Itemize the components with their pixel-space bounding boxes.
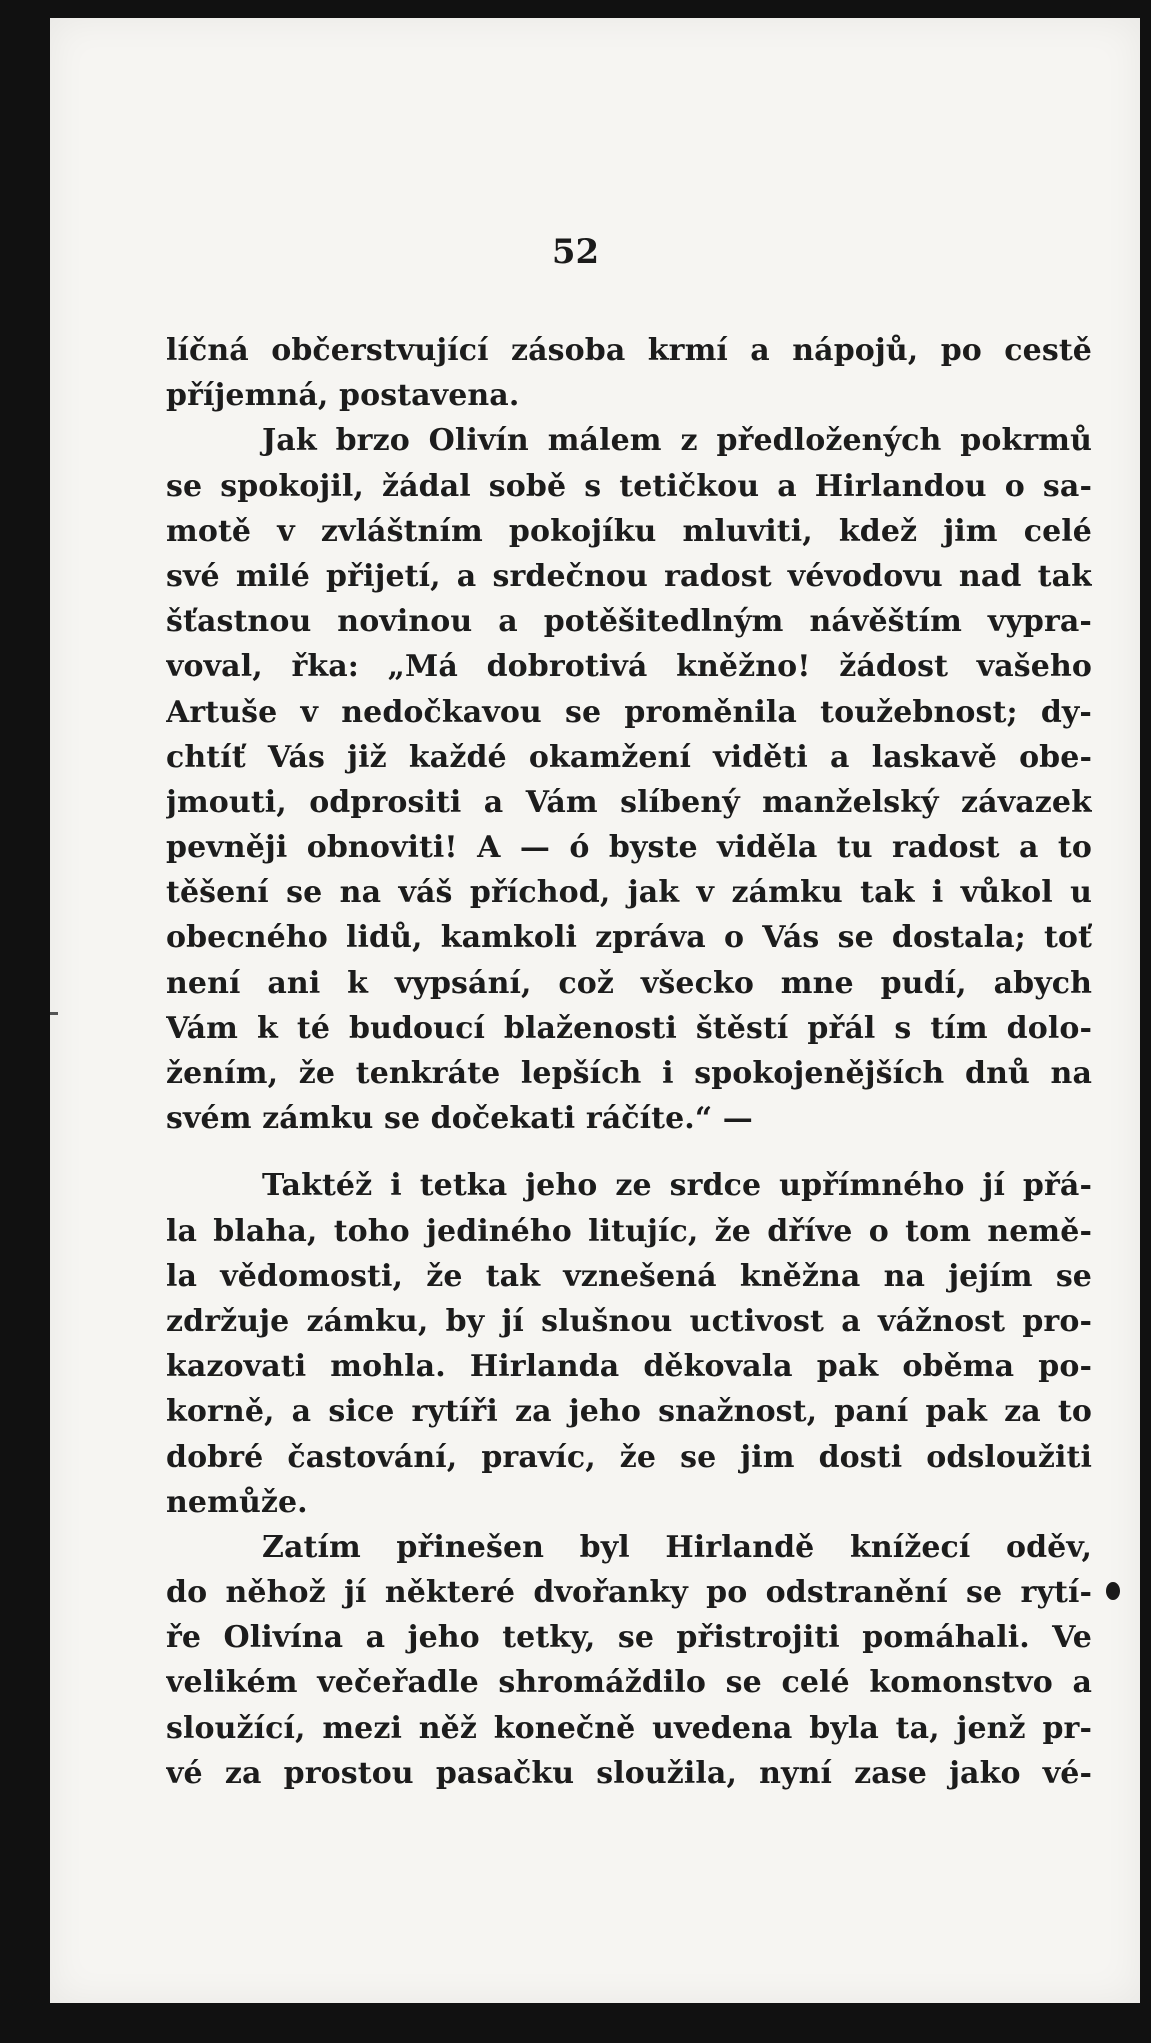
text-line: se spokojil, žádal sobě s tetičkou a Hirlandou o sa- xyxy=(166,468,1092,504)
text-line: šťastnou novinou a potěšitedlným návěštím vypra- xyxy=(166,604,1092,640)
text-line: jmouti, odprositi a Vám slíbený manželský závazek xyxy=(166,784,1092,820)
text-line: vé za prostou pasačku sloužila, nyní zase jako vé- xyxy=(166,1755,1092,1791)
text-line: la blaha, toho jediného litujíc, že dříve o tom nemě- xyxy=(166,1213,1092,1249)
text-line: své milé přijetí, a srdečnou radost vévodovu nad tak xyxy=(166,558,1092,594)
text-line: nemůže. xyxy=(166,1484,308,1520)
text-line: Zatím přinešen byl Hirlandě knížecí oděv, xyxy=(262,1529,1092,1565)
text-line: kazovati mohla. Hirlanda děkovala pak oběma po- xyxy=(166,1349,1092,1385)
text-line: žením, že tenkráte lepších i spokojenějších dnů na xyxy=(166,1056,1092,1091)
text-line: pevněji obnoviti! A — ó byste viděla tu radost a to xyxy=(166,830,1092,866)
paragraph-spacer xyxy=(166,1141,1092,1163)
text-line: motě v zvláštním pokojíku mluviti, kdež jim celé xyxy=(166,513,1092,549)
page-number: 52 xyxy=(551,232,600,272)
text-line: korně, a sice rytíři za jeho snažnost, paní pak za to xyxy=(166,1394,1092,1430)
text-line: dobré častování, pravíc, že se jim dosti odsloužiti xyxy=(166,1439,1092,1475)
text-line: Taktéž i tetka jeho ze srdce upřímného jí přá- xyxy=(262,1168,1092,1204)
text-line: velikém večeřadle shromáždilo se celé komonstvo a xyxy=(166,1665,1092,1701)
margin-ink-dot xyxy=(1106,1582,1120,1600)
text-line: ře Olivína a jeho tetky, se přistrojiti pomáhali. Ve xyxy=(166,1620,1092,1656)
margin-dash-mark xyxy=(50,1012,58,1015)
text-line: voval, řka: „Má dobrotivá kněžno! žádost vašeho xyxy=(166,649,1092,685)
text-line: svém zámku se dočekati ráčíte.“ — xyxy=(166,1101,753,1137)
text-line: Jak brzo Olivín málem z předložených pokrmů xyxy=(262,423,1092,459)
text-line: obecného lidů, kamkoli zpráva o Vás se dostala; toť xyxy=(166,920,1092,956)
text-line: do něhož jí některé dvořanky po odstranění se rytí- xyxy=(166,1575,1092,1611)
text-line: Vám k té budoucí blaženosti štěstí přál s tím dolo- xyxy=(166,1010,1092,1046)
text-line: Artuše v nedočkavou se proměnila toužebnost; dy- xyxy=(166,694,1092,730)
text-line: není ani k vypsání, což všecko mne pudí, abych xyxy=(166,965,1092,1001)
text-line: líčná občerstvující zásoba krmí a nápojů, po cestě xyxy=(166,333,1092,368)
text-line: příjemná, postavena. xyxy=(166,378,520,414)
text-line: zdržuje zámku, by jí slušnou uctivost a vážnost pro- xyxy=(166,1303,1092,1339)
text-line: sloužící, mezi něž konečně uvedena byla ta, jenž pr- xyxy=(166,1710,1092,1746)
text-line: la vědomosti, že tak vznešená kněžna na jejím se xyxy=(166,1258,1092,1294)
body-text xyxy=(166,328,1092,1796)
text-line: těšení se na váš příchod, jak v zámku tak i vůkol u xyxy=(166,875,1092,911)
text-line: chtíť Vás již každé okamžení viděti a laskavě obe- xyxy=(166,739,1092,775)
